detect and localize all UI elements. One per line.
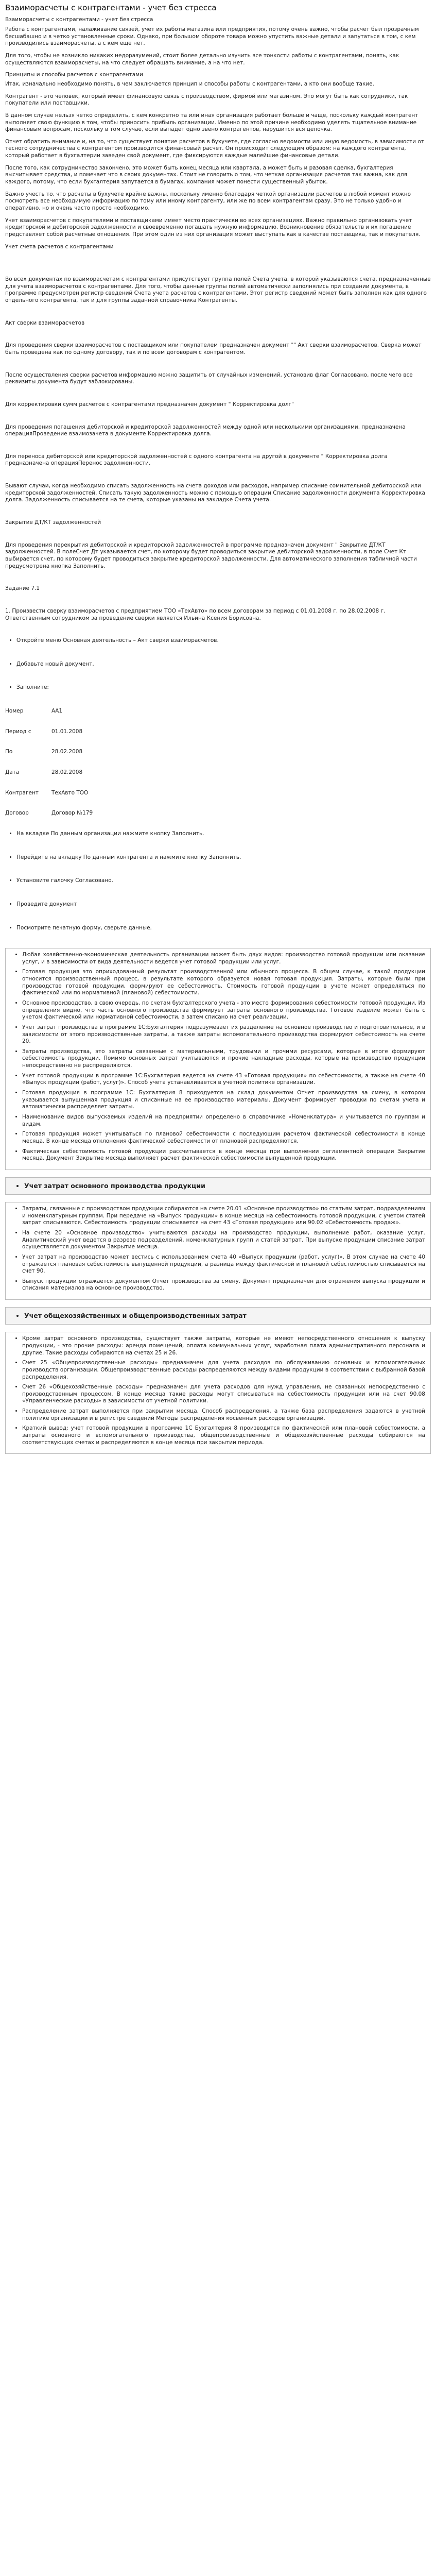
field-row bbox=[5, 769, 431, 776]
field-value: 01.01.2008 bbox=[51, 728, 83, 735]
spacer bbox=[5, 256, 431, 276]
step-item: • Откройте меню Основная деятельность – Акт сверки взаиморасчетов. bbox=[16, 637, 431, 645]
box-item: • Распределение затрат выполняется при закрытии месяца. Способ распределения, а также база распределения задаются в учетной политике организации и в регистре сведений Методы распределения косвенных расходов организаций. bbox=[22, 1408, 425, 1422]
field-row bbox=[5, 810, 431, 817]
step-item: • Проведите документ bbox=[16, 901, 431, 908]
check-paragraph: После осуществления сверки расчетов информацию можно защитить от случайных изменений, установив флаг Согласовано, после чего все реквизиты документа будут заблокированы. bbox=[5, 371, 413, 385]
subtitle: Взаиморасчеты с контрагентами - учет без стресса bbox=[5, 16, 153, 23]
field-row bbox=[5, 790, 431, 797]
spacer bbox=[5, 627, 431, 637]
field-value: АА1 bbox=[51, 708, 63, 715]
intro-paragraph: Учет взаиморасчетов с покупателями и поставщиками имеет место практически во всех организациях. Важно правильно организовать учет кредиторской и дебиторской задолженности и своевременно погашать нужную информацию. Возникновение обязательств и их погашение представляет собой расчетные отношения. При этом один из них организация может выступать как в качестве поставщика, так и покупателя. bbox=[5, 217, 421, 238]
step-item: • Заполните: bbox=[16, 684, 431, 691]
box-item: • Готовая продукция это оприходованный результат производственной или обычного процесса. В общем случае, к такой продукции относится производственный процесс, в результате которого образуется новая готовая продукция. Затраты, которые были при производстве готовой продукции, формируют ее себестоимость. Стоимость готовой продукции в учете может определяться по фактической или по нормативной (плановой) себестоимости. bbox=[22, 969, 425, 997]
box-item: • Краткий вывод: учет готовой продукции в программе 1С Бухгалтерия 8 производится по фактической или плановой себестоимости, а затраты основного и вспомогательного производства, общепроизводственные и общехозяйственные расходы собираются на соответствующих счетах и распределяются в конце месяца при закрытии периода. bbox=[22, 1425, 425, 1446]
field-value: Договор №179 bbox=[51, 810, 93, 817]
box-item: • На счете 20 «Основное производство» учитываются расходы на производство продукции, выполнение работ, оказание услуг. Аналитический учет ведется в разрезе подразделений, номенклатурных групп и статей затрат. При выпуске продукции списание затрат осуществляется документом Закрытие месяца. bbox=[22, 1230, 425, 1251]
section-banner-overhead bbox=[5, 1307, 431, 1325]
steps-list-1 bbox=[5, 637, 431, 691]
spacer bbox=[5, 532, 431, 542]
field-label: Период с bbox=[5, 728, 31, 735]
intro-paragraph: Для того, чтобы не возникло никаких недоразумений, стоит более детально изучить все тонкости работы с контрагентами, понять, как осуществляются взаиморасчеты, на что следует обращать внимание, а на что нет. bbox=[5, 53, 399, 66]
intro-paragraph: Отчет обратить внимание и, на то, что существует понятие расчетов в бухучете, где согласно ведомости или иную ведомость, в зависимости от тесного сотрудничества с контрагентом производится финансовый расчет. Он происходит следующим образом: на каждого контрагента, который работает в бухгалтерии заведен свой документ, где фиксируются каждые малейшие финансовые детали. bbox=[5, 138, 425, 159]
spacer bbox=[5, 391, 431, 401]
field-value: 28.02.2008 bbox=[51, 769, 83, 776]
act-paragraph: Для проведения сверки взаиморасчетов с поставщиком или покупателем предназначен документ "" Акт сверки взаиморасчетов. Сверка может быть проведена как по одному договору, так и по всем договорам с контрагентом. bbox=[5, 342, 422, 355]
offset-paragraph: Для проведения погашения дебиторской и кредиторской задолженностей между одной или несколькими организациями, предназначена операцияПроведение взаимозачета в документе Корректировка долга. bbox=[5, 423, 406, 437]
act-heading: Акт сверки взаиморасчетов bbox=[5, 319, 85, 326]
box-item: • Затраты производства, это затраты связанные с материальными, трудовыми и прочими ресурсами, которые в итоге формируют себестоимость продукции. Помимо основных затрат учитываются и прочие накладные расходы, которые на производство продукции непосредственно не распределяются. bbox=[22, 1048, 425, 1070]
document-fields bbox=[5, 708, 431, 817]
field-label: По bbox=[5, 749, 13, 755]
task-text: 1. Произвести сверку взаиморасчетов с предприятием ТОО «ТехАвто» по всем договорам за период с 01.01.2008 г. по 28.02.2008 г. Ответственным сотрудником за проведение сверки является Ильина Ксения Борисовна. bbox=[5, 607, 386, 621]
closing-heading: Закрытие ДТ/КТ задолженностей bbox=[5, 519, 101, 526]
box-item: • Счет 25 «Общепроизводственные расходы» предназначен для учета расходов по обслуживанию основных и вспомогательных производств организации. Общепроизводственные расходы распределяются между видами продукции в соответствии с выбранной базой распределения. bbox=[22, 1360, 425, 1381]
box-item: • Учет готовой продукции в программе 1С:Бухгалтерия ведется на счете 43 «Готовая продукция» по себестоимости, а также на счете 40 «Выпуск продукции (работ, услуг)». Способ учета устанавливается в учетной политике организации. bbox=[22, 1073, 425, 1087]
section-banner-production bbox=[5, 1177, 431, 1195]
spacer bbox=[5, 509, 431, 519]
field-value: 28.02.2008 bbox=[51, 749, 83, 755]
box-item: • Готовая продукция в программе 1С: Бухгалтерия 8 приходуется на склад документом Отчет производства за смену, в котором указывается выпущенная продукция и списанные на ее производство материалы. Документ формирует проводки по счетам учета и автоматически распределяет затраты. bbox=[22, 1090, 425, 1111]
field-label: Дата bbox=[5, 769, 20, 776]
field-label: Договор bbox=[5, 810, 29, 817]
steps-list-2 bbox=[5, 831, 431, 931]
intro-paragraph: В данном случае нельзя четко определить, с кем конкретно та или иная организация работает больше и чаще, поскольку каждый контрагент выполняет свою функцию в том, чтобы приносить прибыль организации. Именно по этой причине необходимо уделять тщательное внимание финансовым вопросам, поскольку в том случае, если выпадет одно звено контрагентов, нарушится вся цепочка. bbox=[5, 112, 418, 133]
box-item: • Учет затрат на производство может вестись с использованием счета 40 «Выпуск продукции (работ, услуг)». В этом случае на счете 40 отражается плановая себестоимость выпущенной продукции, а разница между фактической и плановой себестоимостью списывается на счет 90. bbox=[22, 1254, 425, 1275]
intro-paragraph: После того, как сотрудничество закончено, это может быть конец месяца или квартала, а может быть и разовая сделка, бухгалтерия высчитывает средства, и помечает что в своих документах. Стоит не говорить о том, что четкая организация расчетов так важна, как для каждого, потому, что если бухгалтерия запутается в бумагах, компания может понести существенный убыток. bbox=[5, 164, 407, 185]
step-item: • Добавьте новый документ. bbox=[16, 661, 431, 668]
finished-goods-box bbox=[5, 948, 431, 1170]
overhead-box bbox=[5, 1332, 431, 1454]
banner-title: • Учет затрат основного производства продукции bbox=[24, 1182, 423, 1190]
accounting-caption: Учет счета расчетов с контрагентами bbox=[5, 243, 114, 250]
field-row bbox=[5, 728, 431, 736]
field-label: Контрагент bbox=[5, 789, 39, 796]
production-list bbox=[11, 1206, 425, 1292]
intro-paragraph: Контрагент - это человек, который имеет финансовую связь с производством, фирмой или магазином. Это могут быть как сотрудники, так покупатели или поставщики. bbox=[5, 93, 408, 107]
finished-goods-list bbox=[11, 952, 425, 1162]
box-item: • Фактическая себестоимость готовой продукции рассчитывается в конце месяца при выполнении регламентной операции Закрытие месяца. Документ Закрытие месяца выполняет расчет фактической себестоимости выпущенной продукции. bbox=[22, 1148, 425, 1162]
intro-paragraph: Работа с контрагентами, налаживание связей, учет их работы магазина или предприятия, потому очень важно, чтобы расчет был прозрачным бесшабашно и в четко установленные сроки. Однако, при большом обороте товара можно упустить важные детали и запутаться в том, с кем производились взаиморасчеты, а с кем еще нет. bbox=[5, 26, 419, 47]
field-value: ТехАвто ТОО bbox=[51, 789, 89, 796]
system-paragraph: Во всех документах по взаиморасчетам с контрагентами присутствует группа полей Счета учета, в которой указываются счета, предназначенные для учета взаиморасчетов с контрагентами. Для того, чтобы данные группы полей автоматически заполнялись при создании документа, в программе предусмотрен регистр сведений Счета учета расчетов с контрагентами. Этот регистр сведений может быть заполнен как для одного отдельного контрагента, так и для группы заданной справочника Контрагенты. bbox=[5, 276, 431, 304]
box-item: • Наименование видов выпускаемых изделий на предприятии определено в справочнике «Номенклатура» и учитывается по группам и видам. bbox=[22, 1114, 425, 1128]
field-label: Номер bbox=[5, 708, 24, 715]
step-item: • Перейдите на вкладку По данным контрагента и нажмите кнопку Заполнить. bbox=[16, 854, 431, 861]
box-item: • Выпуск продукции отражается документом Отчет производства за смену. Документ предназначен для отражения выпуска продукции и списания материалов на основное производство. bbox=[22, 1278, 425, 1292]
production-box bbox=[5, 1202, 431, 1300]
adjust-paragraph: Для корректировки сумм расчетов с контрагентами предназначен документ " Корректировка долг" bbox=[5, 401, 294, 408]
spacer bbox=[5, 472, 431, 483]
page-title: Взаиморасчеты с контрагентами - учет без стресса bbox=[5, 3, 217, 12]
field-row bbox=[5, 708, 431, 715]
step-item: • На вкладке По данным организации нажмите кнопку Заполнить. bbox=[16, 831, 431, 838]
box-item: • Счет 26 «Общехозяйственные расходы» предназначен для учета расходов для нужд управления, не связанных непосредственно с производственным процессом. В конце месяца такие расходы могут списываться на себестоимость продукции или на счет 90.08 «Управленческие расходы» в зависимости от учетной политики. bbox=[22, 1384, 425, 1405]
overhead-list bbox=[11, 1335, 425, 1446]
spacer bbox=[5, 598, 431, 608]
writeoff-paragraph: Бывают случаи, когда необходимо списать задолженность на счета доходов или расходов, например списание сомнительной дебиторской или кредиторской задолженностей. Списать такую задолженность можно с помощью операции Списание задолженности документа Корректировка долга. Задолженность списывается на те счета, которые указаны на закладке Счета учета. bbox=[5, 483, 425, 503]
box-item: • Основное производство, в свою очередь, по счетам бухгалтерского учета - это место формирования себестоимости готовой продукции. Из определения видно, что часть основного производства формирует затраты основного производства. Готовое изделие может быть с учетом фактической или нормативной себестоимости, а затем списано на счет реализации. bbox=[22, 1000, 425, 1021]
intro-paragraph: Важно учесть то, что расчеты в бухучете крайне важны, поскольку именно благодаря четкой организации расчетов в любой момент можно посмотреть все необходимую информацию по тому или иному контрагенту, или же по всем контрагентам сразу. Это не только удобно и оперативно, но и очень часто просто необходимо. bbox=[5, 191, 411, 211]
box-item: • Любая хозяйственно-экономическая деятельность организации может быть двух видов: производство готовой продукции или оказание услуг, и в зависимости от вида деятельности ведется учет готовой продукции или услуг. bbox=[22, 952, 425, 965]
intro-heading: Принципы и способы расчетов с контрагентами bbox=[5, 72, 143, 78]
intro-paragraph: Итак, изначально необходимо понять, в чем заключается принцип и способы работы с контрагентами, а кто они вообще такие. bbox=[5, 80, 374, 87]
transfer-paragraph: Для переноса дебиторской или кредиторской задолженностей с одного контрагента на другой в документе " Корректировка долга предназначена операцияПеренос задолженности. bbox=[5, 453, 388, 467]
banner-title: • Учет общехозяйственных и общепроизводственных затрат bbox=[24, 1312, 423, 1320]
field-row bbox=[5, 749, 431, 756]
step-item: • Посмотрите печатную форму, сверьте данные. bbox=[16, 925, 431, 932]
box-item: • Затраты, связанные с производством продукции собираются на счете 20.01 «Основное производство» по статьям затрат, подразделениям и номенклатурным группам. При передаче на «Выпуск продукции» в конце месяца на себестоимость готовой продукции, с учетом статей затрат списываются. Себестоимость продукции списывается на счет 43 «Готовая продукция» или 90.02 «Себестоимость продаж». bbox=[22, 1206, 425, 1227]
box-item: • Готовая продукция может учитываться по плановой себестоимости с последующим расчетом фактической себестоимости в конце месяца. В конце месяца отклонения фактической себестоимости от плановой распределяются. bbox=[22, 1131, 425, 1145]
closing-paragraph: Для проведения перекрытия дебиторской и кредиторской задолженностей в программе предназначен документ " Закрытие ДТ/КТ задолженностей. В полеСчет Дт указывается счет, по которому будет проводиться закрытие дебиторской задолженности, в поле Счет Кт выбирается счет, по которому будет проводиться закрытие кредиторской задолженности. Для автоматического заполнения табличной части предусмотрена кнопка Заполнить. bbox=[5, 541, 417, 569]
intro-section bbox=[5, 26, 431, 238]
step-item: • Установите галочку Согласовано. bbox=[16, 877, 431, 885]
box-item: • Учет затрат производства в программе 1С:Бухгалтерия подразумевает их разделение на основное производство и подготовительное, и в зависимости от этого производственные затраты, а также затраты вспомогательного производства формируют себестоимость на счете 20. bbox=[22, 1024, 425, 1045]
spacer bbox=[5, 443, 431, 453]
spacer bbox=[5, 414, 431, 424]
box-item: • Кроме затрат основного производства, существует также затраты, которые не имеют непосредственного отношения к выпуску продукции, - это прочие расходы: аренда помещений, оплата коммунальных услуг, заработная плата административного персонала и другие. Такие расходы собираются на счетах 25 и 26. bbox=[22, 1335, 425, 1357]
spacer bbox=[5, 362, 431, 372]
spacer bbox=[5, 310, 431, 320]
task-label: Задание 7.1 bbox=[5, 585, 40, 592]
spacer bbox=[5, 575, 431, 585]
spacer bbox=[5, 332, 431, 342]
